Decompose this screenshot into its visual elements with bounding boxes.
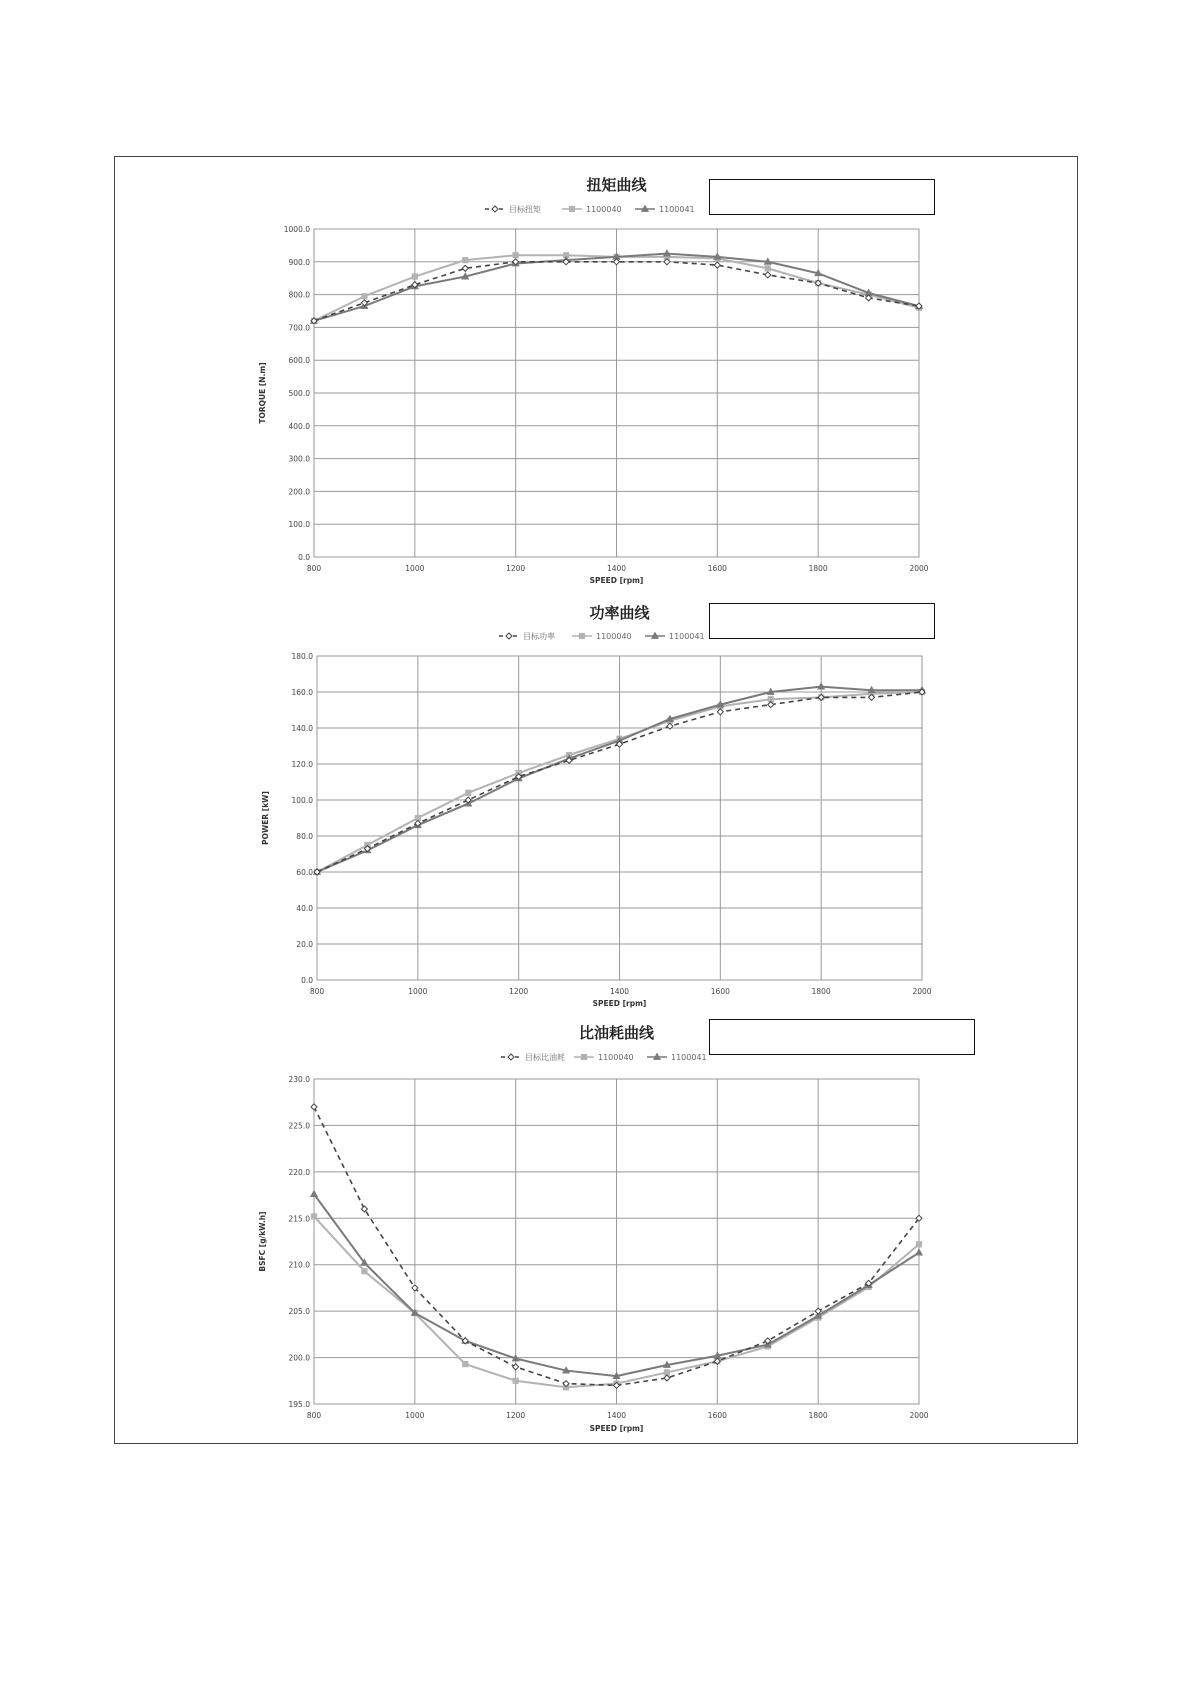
y-tick-label: 100.0 xyxy=(291,796,313,805)
data-point xyxy=(362,294,367,299)
y-tick-label: 1000.0 xyxy=(283,225,310,234)
y-axis-label: POWER [kW] xyxy=(261,791,270,845)
y-tick-label: 800.0 xyxy=(288,290,310,300)
y-tick-label: 40.0 xyxy=(296,904,313,913)
x-axis-label: SPEED [rpm] xyxy=(589,576,644,585)
y-tick-label: 100.0 xyxy=(288,520,310,530)
power-chart-panel xyxy=(115,587,1079,1011)
x-tick-label: 1200 xyxy=(509,987,529,996)
legend-label: 1100041 xyxy=(671,1053,707,1062)
data-point xyxy=(311,1104,317,1110)
legend-marker xyxy=(506,633,512,639)
bsfc-chart xyxy=(115,1011,1079,1443)
data-point xyxy=(765,272,771,278)
y-tick-label: 60.0 xyxy=(296,868,313,877)
y-tick-label: 900.0 xyxy=(288,257,310,267)
data-point xyxy=(513,1364,519,1370)
legend-label: 1100040 xyxy=(586,205,622,214)
legend-label: 1100041 xyxy=(659,205,695,214)
legend-marker xyxy=(492,206,498,212)
x-tick-label: 1000 xyxy=(405,564,425,573)
x-tick-label: 800 xyxy=(306,1411,322,1420)
x-tick-label: 1200 xyxy=(506,1411,526,1420)
x-tick-label: 1800 xyxy=(811,987,831,996)
data-point xyxy=(362,1269,367,1274)
redacted-box-2 xyxy=(709,603,935,639)
y-tick-label: 205.0 xyxy=(288,1307,310,1317)
x-tick-label: 1600 xyxy=(710,987,730,996)
x-tick-label: 2000 xyxy=(909,564,929,573)
y-tick-label: 600.0 xyxy=(288,356,310,366)
figure-frame xyxy=(114,156,1078,1444)
y-tick-label: 80.0 xyxy=(296,832,313,841)
y-tick-label: 300.0 xyxy=(288,454,310,464)
data-point xyxy=(714,262,720,268)
x-axis-label: SPEED [rpm] xyxy=(589,1424,644,1433)
data-point xyxy=(412,274,417,279)
redacted-box-3 xyxy=(709,1019,975,1055)
legend-label: 目标功率 xyxy=(523,632,555,641)
legend-label: 1100041 xyxy=(669,632,705,641)
legend-label: 目标比油耗 xyxy=(525,1053,565,1062)
y-tick-label: 20.0 xyxy=(296,940,313,949)
x-tick-label: 1600 xyxy=(707,564,727,573)
torque-chart-panel xyxy=(115,157,1079,587)
x-tick-label: 800 xyxy=(306,564,322,573)
x-tick-label: 1800 xyxy=(808,564,828,573)
y-tick-label: 500.0 xyxy=(288,389,310,398)
y-tick-label: 140.0 xyxy=(291,724,313,733)
x-tick-label: 1000 xyxy=(408,987,428,996)
y-tick-label: 120.0 xyxy=(291,760,313,769)
y-tick-label: 0.0 xyxy=(298,553,310,562)
x-axis-label: SPEED [rpm] xyxy=(592,999,647,1008)
x-tick-label: 2000 xyxy=(909,1411,929,1420)
data-point xyxy=(664,1375,670,1381)
data-point xyxy=(916,1249,922,1255)
x-tick-label: 2000 xyxy=(912,987,932,996)
y-tick-label: 225.0 xyxy=(288,1121,310,1131)
data-point xyxy=(361,1206,367,1212)
legend-marker xyxy=(508,1054,514,1060)
x-tick-label: 1800 xyxy=(808,1411,828,1420)
legend-marker xyxy=(581,1054,586,1059)
y-tick-label: 220.0 xyxy=(288,1167,310,1177)
x-tick-label: 1600 xyxy=(707,1411,727,1420)
data-point xyxy=(311,1214,316,1219)
redacted-box-1 xyxy=(709,179,935,215)
data-point xyxy=(765,266,770,271)
torque-chart xyxy=(115,157,1079,587)
legend-marker xyxy=(569,206,574,211)
x-tick-label: 1200 xyxy=(506,564,526,573)
y-tick-label: 195.0 xyxy=(288,1400,310,1409)
data-point xyxy=(513,253,518,258)
y-tick-label: 210.0 xyxy=(288,1260,310,1270)
y-axis-label: TORQUE [N.m] xyxy=(258,362,267,424)
data-point xyxy=(768,702,774,708)
data-point xyxy=(466,790,471,795)
data-point xyxy=(664,1370,669,1375)
data-point xyxy=(462,265,468,271)
x-tick-label: 1000 xyxy=(405,1411,425,1420)
y-axis-label: BSFC [g/kW.h] xyxy=(258,1211,267,1272)
x-tick-label: 1400 xyxy=(606,1411,627,1420)
chart-title: 扭矩曲线 xyxy=(586,176,647,194)
y-tick-label: 700.0 xyxy=(288,323,310,333)
y-tick-label: 160.0 xyxy=(291,688,313,697)
legend-label: 1100040 xyxy=(596,632,632,641)
legend-label: 目标扭矩 xyxy=(509,205,541,214)
data-point xyxy=(717,709,723,715)
y-tick-label: 215.0 xyxy=(288,1214,310,1224)
power-chart xyxy=(115,587,1079,1011)
data-point xyxy=(815,1308,821,1314)
legend-marker xyxy=(579,633,584,638)
y-tick-label: 180.0 xyxy=(291,652,313,661)
data-point xyxy=(463,258,468,263)
x-tick-label: 800 xyxy=(309,987,325,996)
data-point xyxy=(916,1242,921,1247)
bsfc-chart-panel xyxy=(115,1011,1079,1443)
data-point xyxy=(513,1378,518,1383)
chart-title: 功率曲线 xyxy=(589,604,650,622)
legend-label: 1100040 xyxy=(598,1053,634,1062)
data-point xyxy=(311,1191,317,1197)
y-tick-label: 230.0 xyxy=(288,1075,310,1084)
y-tick-label: 200.0 xyxy=(288,1353,310,1363)
y-tick-label: 0.0 xyxy=(301,976,313,985)
x-tick-label: 1400 xyxy=(606,564,627,573)
y-tick-label: 400.0 xyxy=(288,421,310,431)
data-point xyxy=(463,1361,468,1366)
chart-title: 比油耗曲线 xyxy=(578,1024,655,1042)
x-tick-label: 1400 xyxy=(609,987,630,996)
y-tick-label: 200.0 xyxy=(288,487,310,497)
